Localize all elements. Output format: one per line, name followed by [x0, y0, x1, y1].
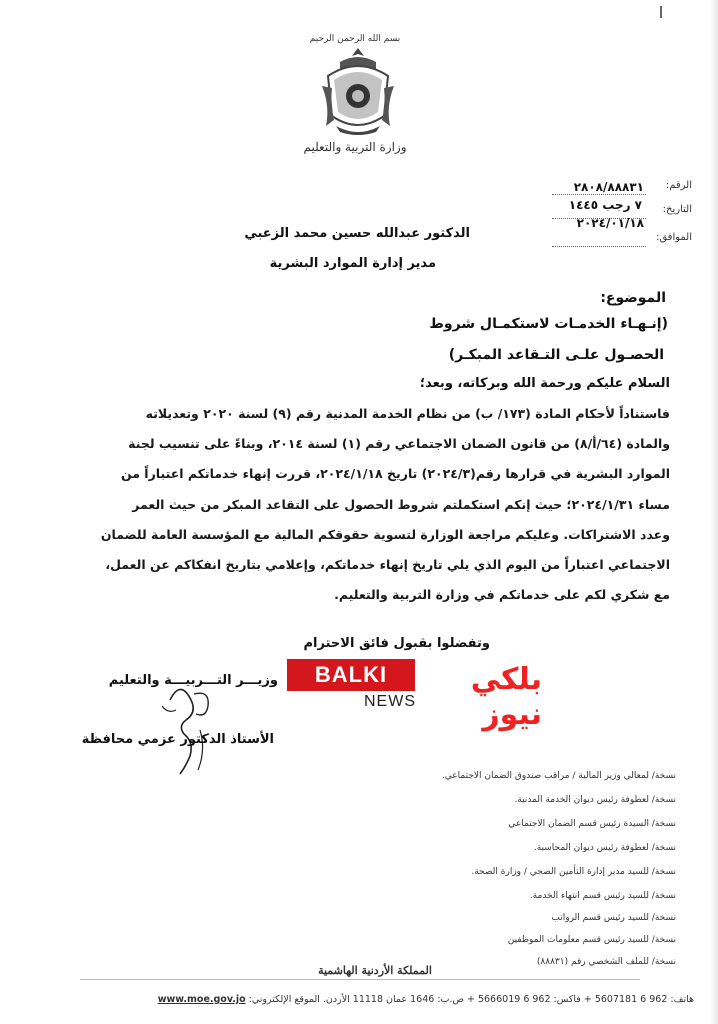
- balki-news-text: NEWS: [364, 693, 416, 710]
- match-label: الموافق:: [655, 232, 692, 243]
- footer-divider: [80, 979, 640, 980]
- date-label: التاريخ:: [662, 204, 692, 215]
- body-line: وعدد الاشتراكات. وعليكم مراجعة الوزارة لتسوية حقوقكم المالية مع المؤسسة العامة للضمان: [100, 527, 670, 542]
- ref-value: ٢٨٠٨/٨٨٨٣١: [573, 180, 644, 194]
- signatory-name: الأستاذ الدكتور عزمي محافظة: [81, 732, 274, 747]
- addressee-title: مدير إدارة الموارد البشرية: [269, 256, 436, 271]
- body-line: مع شكري لكم على خدماتكم في وزارة التربية والتعليم.: [334, 587, 670, 602]
- subject-label: الموضوع:: [600, 290, 666, 306]
- greeting: السلام عليكم ورحمة الله وبركاته، وبعد؛: [419, 376, 670, 391]
- footer-contact: [98, 994, 694, 1005]
- coat-of-arms-icon: [318, 46, 398, 138]
- ref-dots: [552, 194, 646, 195]
- cc-item: نسخة/ للملف الشخصي رقم (٨٨٨٣١): [536, 957, 676, 967]
- cc-item: نسخة/ للسيد مدير إدارة التأمين الصحي / وزارة الصحة.: [471, 867, 676, 877]
- balki-arabic-logo: بلكي نيوز: [470, 662, 542, 732]
- body-line: فاستناداً لأحكام المادة (١٧٣/ ب) من نظام الخدمة المدنية رقم (٩) لسنة ٢٠٢٠ وتعديلاته: [145, 406, 670, 421]
- body-line: مساء ٢٠٢٤/١/٣١؛ حيث إنكم استكملتم شروط الحصول على التقاعد المبكر من حيث العمر: [132, 497, 670, 512]
- cc-item: نسخة/ للسيد رئيس قسم الرواتب: [551, 913, 676, 923]
- body-line: والمادة (٦٤/أ/٨) من قانون الضمان الاجتماعي رقم (١) لسنة ٢٠١٤، وبناءً على تنسيب لجنة: [128, 436, 670, 451]
- cc-item: نسخة/ للسيد رئيس قسم انتهاء الخدمة.: [529, 891, 676, 901]
- cc-item: نسخة/ للسيد رئيس قسم معلومات الموظفين: [507, 935, 676, 945]
- cc-item: نسخة/ لعطوفة رئيس ديوان الخدمة المدنية.: [514, 795, 676, 805]
- cc-item: نسخة/ السيدة رئيس قسم الضمان الاجتماعي: [508, 819, 676, 829]
- subject-line-1: (إنـهـاء الخدمـات لاستكمـال شروط: [429, 316, 668, 332]
- date-hijri: ٧ رجب ١٤٤٥: [568, 198, 642, 212]
- body-line: الاجتماعي اعتباراً من اليوم الذي يلي تاريخ إنهاء خدماتكم، وإعلامي بتاريخ انفكاكم عن العمل،: [105, 557, 670, 572]
- match-dots: [552, 246, 646, 247]
- signatory-position: وزيـــر التـــربيـــة والتعليم: [108, 673, 278, 688]
- date-gregorian: ٢٠٢٤/٠١/١٨: [576, 216, 644, 230]
- cc-item: نسخة/ لعطوفة رئيس ديوان المحاسبة.: [533, 843, 676, 853]
- footer-website-link[interactable]: www.moe.gov.jo: [157, 994, 246, 1005]
- footer-contact-text: هاتف: 962 6 5607181 + فاكس: 962 6 5666019 + ص.ب: 1646 عمان 11118 الأردن. الموقع الإلكتروني:: [248, 994, 694, 1005]
- cc-item: نسخة/ لمعالي وزير المالية / مراقب صندوق الضمان الاجتماعي.: [441, 771, 676, 781]
- footer-kingdom: المملكة الأردنية الهاشمية: [318, 964, 432, 977]
- closing: وتفضلوا بقبول فائق الاحترام: [303, 636, 490, 651]
- ministry-name: وزارة التربية والتعليم: [303, 140, 407, 154]
- addressee-name: الدكتور عبدالله حسين محمد الزعبي: [244, 226, 470, 241]
- subject-line-2: الحصـول علـى التـقاعد المبكـر): [448, 347, 664, 363]
- handwritten-signature-icon: [150, 670, 230, 780]
- corner-mark: [654, 6, 662, 18]
- balki-logo-box: BALKI: [287, 659, 415, 691]
- basmala: بسم الله الرحمن الرحيم: [309, 34, 401, 44]
- right-edge-shadow: [710, 0, 718, 1024]
- body-line: الموارد البشرية في قرارها رقم(٢٠٢٤/٣) تاريخ ٢٠٢٤/١/١٨، قررت إنهاء خدماتكم اعتباراً من: [120, 466, 670, 481]
- ref-label: الرقم:: [665, 180, 692, 191]
